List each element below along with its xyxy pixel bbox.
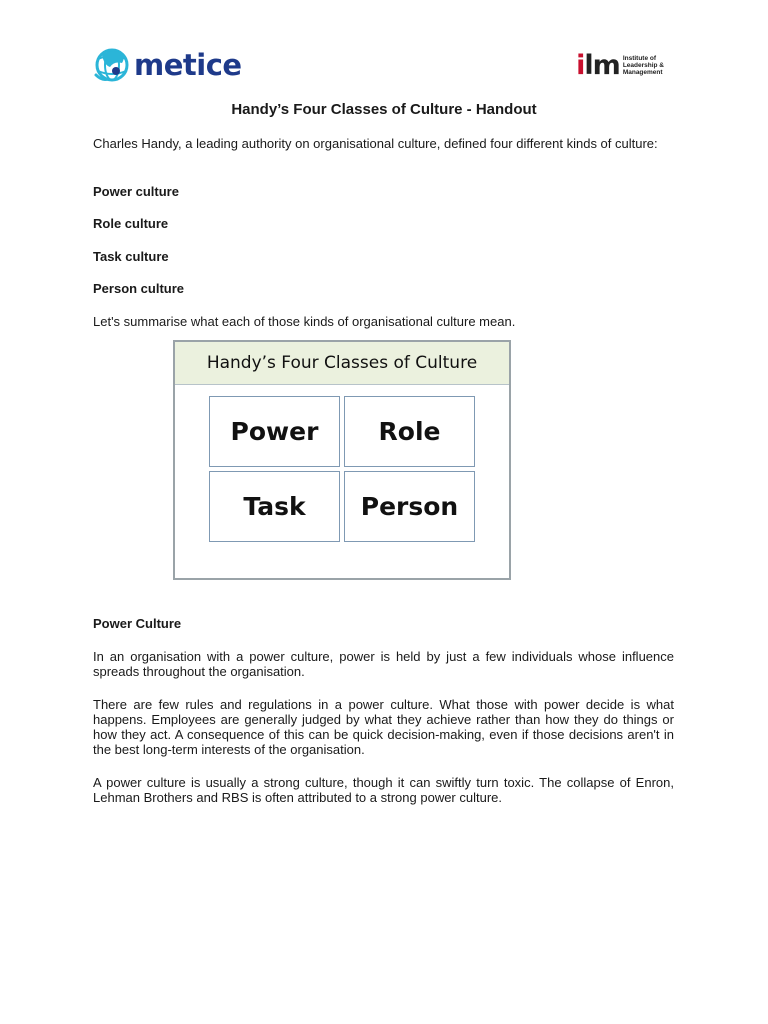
culture-list-item-role: Role culture <box>93 216 169 231</box>
summary-line: Let's summarise what each of those kinds of organisational culture mean. <box>93 314 516 329</box>
figure-title: Handy’s Four Classes of Culture <box>175 342 509 385</box>
culture-list-item-power: Power culture <box>93 184 179 199</box>
document-title: Handy’s Four Classes of Culture - Handout <box>231 101 537 118</box>
globe-icon <box>92 45 132 85</box>
page-header <box>92 40 664 90</box>
power-paragraph-3: A power culture is usually a strong culture, though it can swiftly turn toxic. The collapse of Enron, Lehman Brothers and RBS is often attributed to a strong power culture. <box>93 775 674 805</box>
culture-list-item-task: Task culture <box>93 249 169 264</box>
ilm-name <box>623 55 664 76</box>
section-heading-power-culture: Power Culture <box>93 616 182 631</box>
culture-grid <box>209 396 475 544</box>
grid-cell-task: Task <box>209 471 340 542</box>
ilm-name-line: Management <box>622 69 663 76</box>
ilm-name-line: Institute of <box>622 55 657 62</box>
metice-wordmark: metice <box>134 47 242 82</box>
ilm-mark: ilm <box>576 50 620 81</box>
grid-cell-person: Person <box>344 471 475 542</box>
power-paragraph-1: In an organisation with a power culture, power is held by just a few individuals whose influence spreads throughout the organisation. <box>93 649 674 679</box>
grid-cell-role: Role <box>344 396 475 467</box>
culture-figure <box>173 340 511 580</box>
ilm-name-line: Leadership & <box>622 62 664 69</box>
power-paragraph-2: There are few rules and regulations in a power culture. What those with power decide is what happens. Employees are generally judged by what they achieve rather than how they do things or how they act. A consequence of this can be quick decision-making, even if those decisions aren't in the best long-term interests of the organisation. <box>93 697 674 757</box>
metice-logo <box>92 44 242 86</box>
intro-paragraph: Charles Handy, a leading authority on organisational culture, defined four different kinds of culture: <box>93 136 658 151</box>
culture-list-item-person: Person culture <box>93 281 185 296</box>
grid-cell-power: Power <box>209 396 340 467</box>
ilm-logo <box>576 52 664 79</box>
